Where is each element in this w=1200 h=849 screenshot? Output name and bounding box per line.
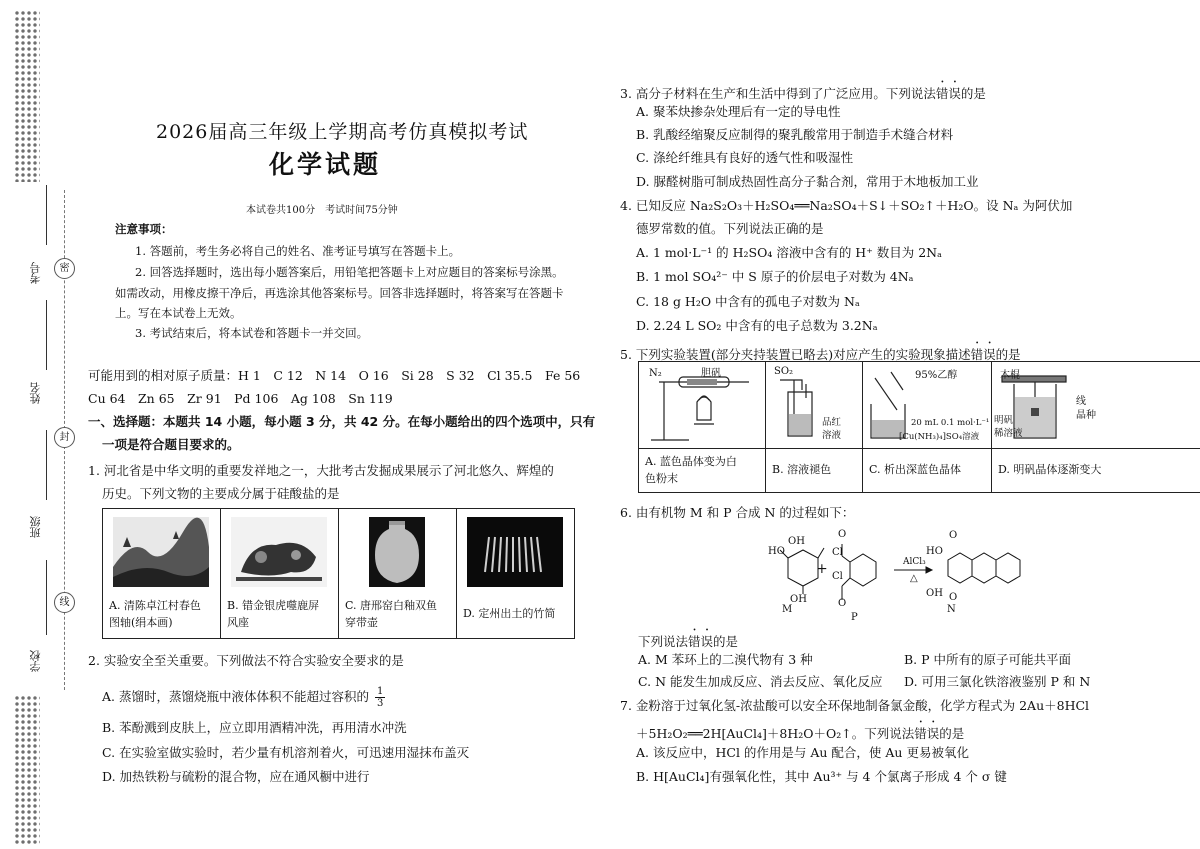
q6-option-a: A. M 苯环上的二溴代物有 3 种 xyxy=(638,652,813,667)
q5-label-pinhong2: 溶液 xyxy=(822,430,842,441)
q3-stem-text: 3. 高分子材料在生产和生活中得到了广泛应用。下列说法 xyxy=(620,86,936,101)
q6-option-d: D. 可用三氯化铁溶液鉴别 P 和 N xyxy=(904,674,1091,689)
q5-apparatus-c xyxy=(863,362,992,448)
q6-p-o-top: O xyxy=(838,529,847,540)
seal-feng: 封 xyxy=(54,427,75,448)
q5-options-row xyxy=(639,449,1200,492)
q6-p-cl-bottom: Cl xyxy=(832,571,843,582)
q5-label-mugun: 木棍 xyxy=(1000,370,1020,381)
q5-label-mingfan1: 明矾 xyxy=(994,415,1014,426)
q5-apparatus-table xyxy=(638,361,1200,493)
q6-label-n: N xyxy=(947,604,956,615)
q1-option-a xyxy=(103,509,221,638)
q3-stem-emphasis: 错误 xyxy=(935,86,961,101)
q2-option-c: C. 在实验室做实验时，若少量有机溶剂着火，可迅速用湿抹布盖灭 xyxy=(102,745,470,760)
q5-label-ethanol: 95%乙醇 xyxy=(915,370,958,381)
q6-n-o-bottom: O xyxy=(949,592,958,603)
q5-stem-emphasis: 错误 xyxy=(970,347,996,362)
q5-option-d: D. 明矾晶体逐渐变大 xyxy=(998,463,1102,476)
q6-n-o-top: O xyxy=(949,530,958,541)
q6-sub-stem-end: 的是 xyxy=(713,634,739,649)
q6-p-cl-top: Cl xyxy=(832,547,843,558)
q7-stem-cont xyxy=(636,719,964,742)
seal-mi: 密 xyxy=(54,258,75,279)
section1-heading: 一、选择题：本题共 14 小题，每小题 3 分，共 42 分。在每小题给出的四个选项中，只有 xyxy=(88,414,596,429)
q6-m-oh-top: OH xyxy=(788,536,805,547)
q5-label-mingfan2: 稀溶液 xyxy=(994,428,1023,439)
notice-heading: 注意事项： xyxy=(115,222,173,236)
q2-fraction-den: 3 xyxy=(376,698,384,709)
notice-item-3: 3. 考试结束后，将本试卷和答题卡一并交回。 xyxy=(135,326,369,340)
crystal-growth-icon xyxy=(992,362,1200,448)
q3-option-d: D. 脲醛树脂可制成热固性高分子黏合剂，常用于木地板加工业 xyxy=(636,174,979,189)
margin-dot-pattern-bottom xyxy=(14,695,40,845)
q2-option-a xyxy=(102,686,385,709)
q1-options-table xyxy=(102,508,575,639)
section1-heading-cont: 一项是符合题目要求的。 xyxy=(102,437,240,452)
q6-stem: 6. 由有机物 M 和 P 合成 N 的过程如下： xyxy=(620,505,855,520)
q1-option-b-l2: 风座 xyxy=(227,616,249,629)
seal-xian: 线 xyxy=(54,592,75,613)
q6-label-p: P xyxy=(851,612,858,623)
class-line xyxy=(46,430,47,500)
q5-option-a-l2: 色粉末 xyxy=(645,472,678,485)
q7-stem-end: 的是 xyxy=(939,726,965,741)
q5-label-danfan: 胆矾 xyxy=(701,368,721,379)
notice-item-1: 1. 答题前，考生务必将自己的姓名、准考证号填写在答题卡上。 xyxy=(135,244,461,258)
q1-stem: 1. 河北省是中华文明的重要发祥地之一，大批考古发掘成果展示了河北悠久、辉煌的 xyxy=(88,463,554,478)
q3-stem xyxy=(620,79,986,102)
q7-option-a: A. 该反应中，HCl 的作用是与 Au 配合，使 Au 更易被氧化 xyxy=(636,745,969,760)
q4-option-b: B. 1 mol SO₄²⁻ 中 S 原子的价层电子对数为 4Nₐ xyxy=(636,269,914,284)
q1-option-c xyxy=(339,509,457,638)
landscape-painting-image xyxy=(113,517,209,587)
q5-option-c: C. 析出深蓝色晶体 xyxy=(863,449,992,492)
svg-text:+: + xyxy=(816,561,828,577)
q1-stem-cont: 历史。下列文物的主要成分属于硅酸盐的是 xyxy=(102,486,340,501)
exam-meta: 本试卷共100分 考试时间75分钟 xyxy=(246,205,398,216)
q5-apparatus-a xyxy=(639,362,766,448)
atomic-masses-line1: 可能用到的相对原子质量：H 1 C 12 N 14 O 16 Si 28 S 32 Cl 35.5 Fe 56 xyxy=(88,368,581,383)
q5-apparatus-row xyxy=(639,362,1200,449)
q5-option-b: B. 溶液褪色 xyxy=(766,449,863,492)
subject-title: 化学试题 xyxy=(269,150,382,179)
q7-stem-cont-text: ＋5H₂O₂══2H[AuCl₄]＋8H₂O＋O₂↑。下列说法 xyxy=(636,726,915,741)
q6-m-oh-bottom: OH xyxy=(790,594,807,605)
q3-option-a: A. 聚苯炔掺杂处理后有一定的导电性 xyxy=(636,104,841,119)
school-label: 学校 xyxy=(29,650,42,672)
exam-title: 2026届高三年级上学期高考仿真模拟考试 xyxy=(156,121,529,143)
q3-option-c: C. 涤纶纤维具有良好的透气性和吸湿性 xyxy=(636,150,854,165)
q6-n-oh: OH xyxy=(926,588,943,599)
q3-stem-end: 的是 xyxy=(960,86,986,101)
q7-stem-emphasis: 错误 xyxy=(914,726,940,741)
left-column xyxy=(88,0,596,849)
q6-p-o-bottom: O xyxy=(838,598,847,609)
q3-option-b: B. 乳酸经缩聚反应制得的聚乳酸常用于制造手术缝合材料 xyxy=(636,127,954,142)
q6-label-m: M xyxy=(782,604,793,615)
q7-stem: 7. 金粉溶于过氧化氢-浓盐酸可以安全环保地制备氯金酸，化学方程式为 2Au＋8HCl xyxy=(620,698,1090,713)
q6-n-ho: HO xyxy=(926,546,943,557)
atomic-masses-line2: Cu 64 Zn 65 Zr 91 Pd 106 Ag 108 Sn 119 xyxy=(88,391,393,406)
q6-sub-stem-text: 下列说法 xyxy=(638,634,689,649)
bamboo-slips-image xyxy=(467,517,563,587)
margin-dot-pattern-top xyxy=(14,10,40,182)
q6-sub-stem xyxy=(638,627,738,650)
q5-label-jingzhong: 晶种 xyxy=(1076,410,1096,421)
q4-option-c: C. 18 g H₂O 中含有的孤电子对数为 Nₐ xyxy=(636,294,860,309)
tiger-bronze-image xyxy=(231,517,327,587)
right-column xyxy=(620,0,1195,849)
q5-stem-end: 的是 xyxy=(995,347,1021,362)
q5-option-a-l1: A. 蓝色晶体变为白 xyxy=(645,455,737,468)
q5-stem-text: 5. 下列实验装置(部分夹持装置已略去)对应产生的实验现象描述 xyxy=(620,347,971,362)
q5-label-so2: SO₂ xyxy=(774,366,794,377)
q1-option-d-l1: D. 定州出土的竹简 xyxy=(463,607,556,620)
notice-item-2: 2. 回答选择题时，选出每小题答案后，用铅笔把答题卡上对应题目的答案标号涂黑。 xyxy=(135,265,564,279)
q1-option-d xyxy=(457,509,574,638)
q4-stem-cont: 德罗常数的值。下列说法正确的是 xyxy=(636,221,824,236)
q4-stem: 4. 已知反应 Na₂S₂O₃＋H₂SO₄══Na₂SO₄＋S↓＋SO₂↑＋H₂O。设 Nₐ 为阿伏加 xyxy=(620,198,1073,213)
school-line xyxy=(46,560,47,635)
q5-label-pinhong1: 品红 xyxy=(822,417,842,428)
q5-stem xyxy=(620,340,1021,363)
q5-apparatus-d xyxy=(992,362,1200,448)
q1-option-c-l2: 穿带壶 xyxy=(345,616,378,629)
q5-apparatus-b xyxy=(766,362,863,448)
q5-label-sol1: 20 mL 0.1 mol·L⁻¹ xyxy=(911,418,990,428)
q6-sub-stem-emphasis: 错误 xyxy=(688,634,714,649)
q2-option-a-text: A. 蒸馏时，蒸馏烧瓶中液体体积不能超过容积的 xyxy=(102,689,369,704)
q1-option-b-l1: B. 错金银虎噬鹿屏 xyxy=(227,599,320,612)
q5-label-n2: N₂ xyxy=(649,368,662,379)
q5-label-sol2: [Cu(NH₃)₄]SO₄溶液 xyxy=(899,432,980,442)
q2-option-d: D. 加热铁粉与硫粉的混合物，应在通风橱中进行 xyxy=(102,769,370,784)
q1-option-a-l1: A. 清陈卓江村春色 xyxy=(109,599,201,612)
q1-option-a-l2: 图轴(绢本画) xyxy=(109,616,173,629)
q1-option-c-l1: C. 唐邢窑白釉双鱼 xyxy=(345,599,438,612)
exam-no-line xyxy=(46,185,47,245)
q7-option-b: B. H[AuCl₄]有强氧化性，其中 Au³⁺ 与 4 个氯离子形成 4 个 σ 键 xyxy=(636,769,1007,784)
q4-option-d: D. 2.24 L SO₂ 中含有的电子总数为 3.2Nₐ xyxy=(636,318,878,333)
name-label: 姓名 xyxy=(29,382,42,404)
binding-margin xyxy=(0,0,90,849)
q5-label-xian: 线 xyxy=(1076,396,1086,407)
q5-option-a xyxy=(639,449,766,492)
exam-no-label: 考号 xyxy=(29,262,42,284)
name-line xyxy=(46,300,47,370)
white-glazed-pot-image xyxy=(349,517,445,587)
notice-item-2-cont2: 上。写在本试卷上无效。 xyxy=(115,306,242,320)
q2-stem: 2. 实验安全至关重要。下列做法不符合实验安全要求的是 xyxy=(88,653,404,668)
q6-heat: △ xyxy=(910,573,918,584)
q6-catalyst: AlCl₃ xyxy=(903,557,926,567)
q6-m-ho-top: HO xyxy=(768,546,785,557)
q6-option-c: C. N 能发生加成反应、消去反应、氧化反应 xyxy=(638,674,883,689)
q4-option-a: A. 1 mol·L⁻¹ 的 H₂SO₄ 溶液中含有的 H⁺ 数目为 2Nₐ xyxy=(636,245,942,260)
q6-option-b: B. P 中所有的原子可能共平面 xyxy=(904,652,1072,667)
q2-fraction-num: 1 xyxy=(376,686,384,697)
notice-item-2-cont: 如需改动，用橡皮擦干净后，再选涂其他答案标号。回答非选择题时，将答案写在答题卡 xyxy=(115,286,564,300)
class-label: 班级 xyxy=(29,516,42,538)
q1-option-b xyxy=(221,509,339,638)
q2-option-b: B. 苯酚溅到皮肤上，应立即用酒精冲洗，再用清水冲洗 xyxy=(102,720,407,735)
q2-fraction xyxy=(375,686,385,709)
